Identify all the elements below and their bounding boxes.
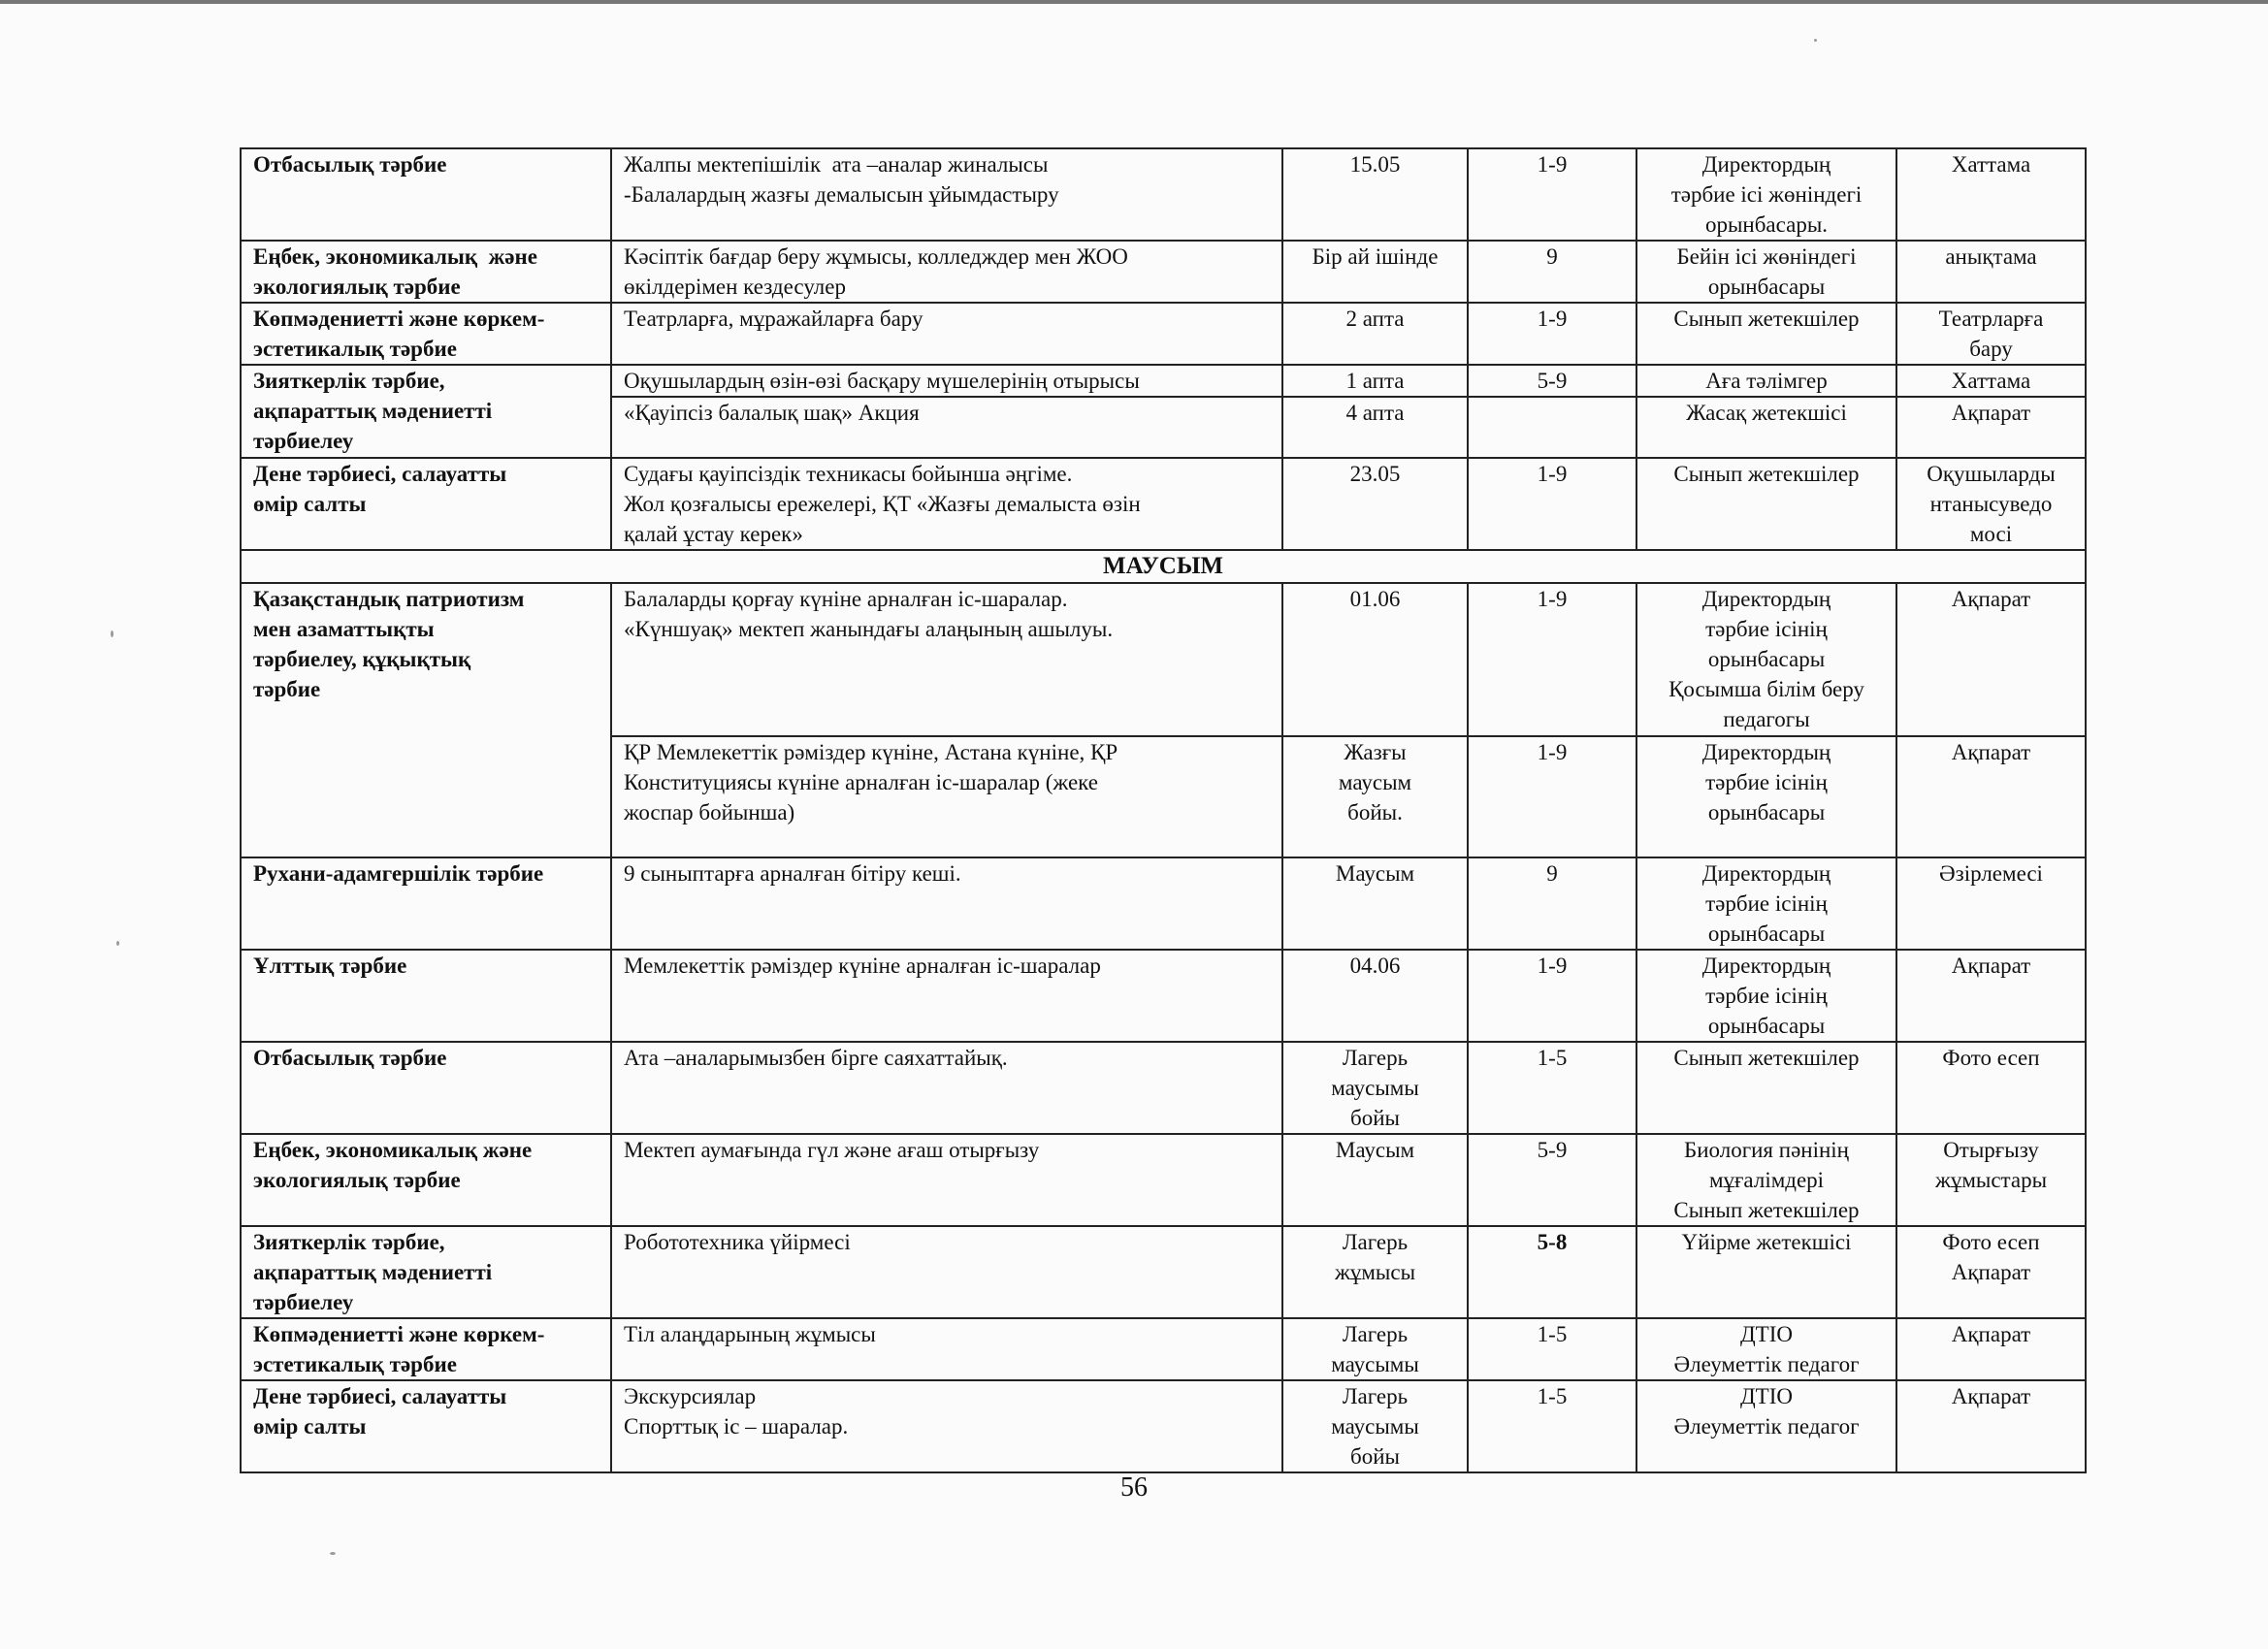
- cell-line: Лагерь: [1342, 1384, 1409, 1408]
- cell-line: Хаттама: [1951, 369, 2031, 393]
- cell-line: Экскурсиялар: [624, 1384, 757, 1408]
- result-cell: [1896, 583, 2086, 736]
- responsible-cell: [1636, 1134, 1896, 1226]
- cell-line: 1-9: [1537, 954, 1568, 978]
- date-cell: [1282, 857, 1468, 950]
- date-cell: [1282, 583, 1468, 736]
- event-cell: [611, 365, 1282, 397]
- grade-cell: [1468, 583, 1636, 736]
- cell-line: 1-5: [1537, 1322, 1568, 1346]
- cell-line: экологиялық тәрбие: [253, 1168, 461, 1192]
- event-cell: [611, 1318, 1282, 1380]
- cell-line: 4 апта: [1345, 401, 1405, 425]
- cell-line: Қосымша білім беру: [1669, 677, 1864, 701]
- cell-line: ҚР Мемлекеттік рәміздер күніне, Астана күніне, ҚР: [624, 740, 1118, 764]
- cell-line: 1-5: [1537, 1384, 1568, 1408]
- event-cell: [611, 241, 1282, 303]
- cell-line: бойы: [1350, 1106, 1400, 1130]
- cell-line: Жол қозғалысы ережелері, ҚТ «Жазғы демалыста өзін: [624, 492, 1141, 516]
- result-cell: [1896, 241, 2086, 303]
- event-cell: [611, 148, 1282, 241]
- cell-line: Директордың: [1701, 740, 1831, 764]
- cell-line: Директордың: [1701, 861, 1831, 886]
- direction-cell: [241, 365, 611, 458]
- cell-line: тәрбие ісінің: [1705, 891, 1828, 916]
- direction-cell: [241, 1318, 611, 1380]
- event-cell: [611, 458, 1282, 550]
- education-plan-table: [240, 147, 2087, 1473]
- cell-line: Қазақстандық патриотизм: [253, 587, 525, 611]
- cell-line: 15.05: [1349, 152, 1401, 177]
- cell-line: Жалпы мектепішілік ата –аналар жиналысы: [624, 152, 1049, 177]
- date-cell: [1282, 148, 1468, 241]
- result-cell: [1896, 148, 2086, 241]
- cell-line: педагогы: [1723, 707, 1810, 731]
- table-row: [241, 1318, 2086, 1380]
- result-cell: [1896, 397, 2086, 458]
- responsible-cell: [1636, 458, 1896, 550]
- event-cell: [611, 857, 1282, 950]
- grade-cell: [1468, 397, 1636, 458]
- cell-line: бойы.: [1347, 800, 1403, 824]
- cell-line: маусымы: [1331, 1076, 1419, 1100]
- cell-line: Сынып жетекшілер: [1673, 1198, 1860, 1222]
- event-cell: [611, 950, 1282, 1042]
- cell-line: Судағы қауіпсіздік техникасы бойынша әңгіме.: [624, 462, 1073, 486]
- cell-line: тәрбиелеу: [253, 1290, 354, 1314]
- cell-line: Ақпарат: [1951, 401, 2031, 425]
- date-cell: [1282, 1318, 1468, 1380]
- grade-cell: [1468, 241, 1636, 303]
- cell-line: орынбасары: [1707, 800, 1826, 824]
- cell-line: Отбасылық тәрбие: [253, 152, 447, 177]
- grade-cell: [1468, 1380, 1636, 1472]
- event-cell: [611, 1042, 1282, 1134]
- result-cell: [1896, 857, 2086, 950]
- cell-line: Биология пәнінің: [1684, 1138, 1849, 1162]
- cell-line: орынбасары: [1707, 1014, 1826, 1038]
- cell-line: экологиялық тәрбие: [253, 275, 461, 299]
- cell-line: Директордың: [1701, 152, 1831, 177]
- cell-line: Бір ай ішінде: [1312, 244, 1439, 269]
- cell-line: тәрбие: [253, 677, 321, 701]
- direction-cell: [241, 1380, 611, 1472]
- grade-cell: [1468, 1042, 1636, 1134]
- table-row: [241, 1380, 2086, 1472]
- cell-line: Ақпарат: [1951, 1322, 2031, 1346]
- date-cell: [1282, 1134, 1468, 1226]
- cell-line: Дене тәрбиесі, салауатты: [253, 1384, 507, 1408]
- cell-line: Бейін ісі жөніндегі: [1676, 244, 1857, 269]
- cell-line: Ақпарат: [1951, 954, 2031, 978]
- cell-line: Көпмәдениетті және көркем-: [253, 307, 545, 331]
- cell-line: 9 сыныптарға арналған бітіру кеші.: [624, 861, 961, 886]
- cell-line: Конституциясы күніне арналған іс-шаралар (жеке: [624, 770, 1098, 794]
- cell-line: маусымы: [1331, 1352, 1419, 1376]
- cell-line: Ата –аналарымызбен бірге саяхаттайық.: [624, 1046, 1008, 1070]
- responsible-cell: [1636, 365, 1896, 397]
- event-cell: [611, 1380, 1282, 1472]
- grade-cell: [1468, 736, 1636, 857]
- result-cell: [1896, 1042, 2086, 1134]
- grade-cell: [1468, 303, 1636, 365]
- table-row: [241, 1042, 2086, 1134]
- direction-cell: [241, 303, 611, 365]
- cell-line: 5-9: [1537, 1138, 1568, 1162]
- direction-cell: [241, 950, 611, 1042]
- responsible-cell: [1636, 1042, 1896, 1134]
- responsible-cell: [1636, 1226, 1896, 1318]
- cell-line: ДТІО: [1739, 1384, 1793, 1408]
- responsible-cell: [1636, 950, 1896, 1042]
- cell-line: Үйірме жетекшісі: [1681, 1230, 1852, 1254]
- cell-line: Тіл алаңдарының жұмысы: [624, 1322, 876, 1346]
- table-row: [241, 303, 2086, 365]
- cell-line: тәрбиелеу: [253, 429, 354, 453]
- scan-speck: [330, 1552, 336, 1555]
- cell-line: Мектеп аумағында гүл және ағаш отырғызу: [624, 1138, 1040, 1162]
- cell-line: Рухани-адамгершілік тәрбие: [253, 861, 544, 886]
- cell-line: 5-8: [1537, 1230, 1568, 1254]
- event-cell: [611, 397, 1282, 458]
- cell-line: 1-9: [1537, 587, 1568, 611]
- date-cell: [1282, 950, 1468, 1042]
- cell-line: 04.06: [1349, 954, 1401, 978]
- cell-line: Маусым: [1335, 1138, 1415, 1162]
- direction-cell: [241, 583, 611, 857]
- cell-line: Көпмәдениетті және көркем-: [253, 1322, 545, 1346]
- cell-line: 01.06: [1349, 587, 1401, 611]
- cell-line: 2 апта: [1345, 307, 1405, 331]
- cell-line: Спорттық іс – шаралар.: [624, 1414, 849, 1439]
- table-row: [241, 857, 2086, 950]
- cell-line: Әлеуметтік педагог: [1673, 1414, 1860, 1439]
- cell-line: жұмыстары: [1934, 1168, 2048, 1192]
- cell-line: маусым: [1338, 770, 1412, 794]
- table-row: [241, 550, 2086, 583]
- cell-line: Мемлекеттік рәміздер күніне арналған іс-шаралар: [624, 954, 1101, 978]
- cell-line: Әлеуметтік педагог: [1673, 1352, 1860, 1376]
- cell-line: жұмысы: [1334, 1260, 1416, 1284]
- scan-speck: [116, 941, 119, 946]
- cell-line: жоспар бойынша): [624, 800, 795, 824]
- grade-cell: [1468, 1134, 1636, 1226]
- cell-line: Аға тәлімгер: [1705, 369, 1828, 393]
- cell-line: өмір салты: [253, 1414, 367, 1439]
- cell-line: 9: [1546, 244, 1558, 269]
- grade-cell: [1468, 1226, 1636, 1318]
- cell-line: мосі: [1969, 522, 2013, 546]
- cell-line: Лагерь: [1342, 1322, 1409, 1346]
- table-row: [241, 458, 2086, 550]
- cell-line: Лагерь: [1342, 1046, 1409, 1070]
- cell-line: Оқушыларды: [1927, 462, 2056, 486]
- cell-line: «Қауіпсіз балалық шақ» Акция: [624, 401, 920, 425]
- result-cell: [1896, 1226, 2086, 1318]
- cell-line: тәрбие ісінің: [1705, 984, 1828, 1008]
- cell-line: Театрларға, мұражайларға бару: [624, 307, 923, 331]
- grade-cell: [1468, 1318, 1636, 1380]
- direction-cell: [241, 241, 611, 303]
- cell-line: нтанысуведо: [1929, 492, 2053, 516]
- table-row: [241, 950, 2086, 1042]
- responsible-cell: [1636, 583, 1896, 736]
- result-cell: [1896, 303, 2086, 365]
- result-cell: [1896, 365, 2086, 397]
- table-row: [241, 241, 2086, 303]
- date-cell: [1282, 303, 1468, 365]
- cell-line: орынбасары: [1707, 647, 1826, 671]
- cell-line: Ұлттық тәрбие: [253, 954, 407, 978]
- cell-line: Лагерь: [1342, 1230, 1409, 1254]
- cell-line: Фото есеп: [1942, 1046, 2040, 1070]
- page-top-edge: [0, 0, 2268, 4]
- cell-line: Отырғызу: [1943, 1138, 2039, 1162]
- result-cell: [1896, 1380, 2086, 1472]
- cell-line: 9: [1546, 861, 1558, 886]
- cell-line: Ақпарат: [1951, 1384, 2031, 1408]
- date-cell: [1282, 1042, 1468, 1134]
- cell-line: қалай ұстау керек»: [624, 522, 803, 546]
- cell-line: ақпараттық мәдениетті: [253, 399, 493, 423]
- cell-line: Еңбек, экономикалық және: [253, 244, 537, 269]
- result-cell: [1896, 458, 2086, 550]
- responsible-cell: [1636, 1318, 1896, 1380]
- direction-cell: [241, 148, 611, 241]
- grade-cell: [1468, 458, 1636, 550]
- cell-line: Ақпарат: [1951, 1260, 2031, 1284]
- cell-line: Сынып жетекшілер: [1673, 462, 1860, 486]
- grade-cell: [1468, 365, 1636, 397]
- event-cell: [611, 583, 1282, 736]
- cell-line: орынбасары.: [1704, 212, 1829, 237]
- cell-line: Робототехника үйірмесі: [624, 1230, 851, 1254]
- table-row: [241, 1134, 2086, 1226]
- cell-line: Балаларды қорғау күніне арналған іс-шаралар.: [624, 587, 1068, 611]
- cell-line: «Күншуақ» мектеп жанындағы алаңының ашылуы.: [624, 617, 1114, 641]
- cell-line: бару: [1969, 337, 2013, 361]
- cell-line: орынбасары: [1707, 275, 1826, 299]
- cell-line: тәрбие ісінің: [1705, 770, 1828, 794]
- responsible-cell: [1636, 303, 1896, 365]
- cell-line: тәрбие ісінің: [1705, 617, 1828, 641]
- cell-line: Дене тәрбиесі, салауатты: [253, 462, 507, 486]
- cell-line: тәрбие ісі жөніндегі: [1670, 182, 1863, 207]
- cell-line: 23.05: [1349, 462, 1401, 486]
- cell-line: Ақпарат: [1951, 740, 2031, 764]
- cell-line: мұғалімдері: [1708, 1168, 1825, 1192]
- cell-line: ДТІО: [1739, 1322, 1793, 1346]
- result-cell: [1896, 1318, 2086, 1380]
- page-number: 56: [1120, 1472, 1148, 1503]
- grade-cell: [1468, 857, 1636, 950]
- cell-line: Отбасылық тәрбие: [253, 1046, 447, 1070]
- cell-line: -Балалардың жазғы демалысын ұйымдастыру: [624, 182, 1059, 207]
- cell-line: эстетикалық тәрбие: [253, 1352, 457, 1376]
- cell-line: 5-9: [1537, 369, 1568, 393]
- result-cell: [1896, 1134, 2086, 1226]
- cell-line: Директордың: [1701, 587, 1831, 611]
- cell-line: мен азаматтықты: [253, 617, 435, 641]
- responsible-cell: [1636, 397, 1896, 458]
- table-row: [241, 1226, 2086, 1318]
- date-cell: [1282, 1226, 1468, 1318]
- direction-cell: [241, 458, 611, 550]
- cell-line: Театрларға: [1938, 307, 2044, 331]
- direction-cell: [241, 857, 611, 950]
- cell-line: тәрбиелеу, құқықтық: [253, 647, 471, 671]
- date-cell: [1282, 365, 1468, 397]
- cell-line: Кәсіптік бағдар беру жұмысы, колледждер мен ЖОО: [624, 244, 1128, 269]
- month-header: МАУСЫМ: [241, 550, 2086, 583]
- cell-line: Еңбек, экономикалық және: [253, 1138, 533, 1162]
- cell-line: Ақпарат: [1951, 587, 2031, 611]
- event-cell: [611, 736, 1282, 857]
- cell-line: Директордың: [1701, 954, 1831, 978]
- cell-line: өкілдерімен кездесулер: [624, 275, 846, 299]
- direction-cell: [241, 1042, 611, 1134]
- cell-line: Жасақ жетекшісі: [1686, 401, 1847, 425]
- cell-line: Фото есеп: [1942, 1230, 2040, 1254]
- result-cell: [1896, 950, 2086, 1042]
- responsible-cell: [1636, 736, 1896, 857]
- cell-line: 1-5: [1537, 1046, 1568, 1070]
- cell-line: маусымы: [1331, 1414, 1419, 1439]
- cell-line: ақпараттық мәдениетті: [253, 1260, 493, 1284]
- cell-line: 1 апта: [1345, 369, 1405, 393]
- event-cell: [611, 1134, 1282, 1226]
- table-row: [241, 583, 2086, 736]
- cell-line: 1-9: [1537, 307, 1568, 331]
- date-cell: [1282, 1380, 1468, 1472]
- date-cell: [1282, 736, 1468, 857]
- cell-line: Сынып жетекшілер: [1673, 1046, 1860, 1070]
- date-cell: [1282, 241, 1468, 303]
- responsible-cell: [1636, 148, 1896, 241]
- cell-line: Әзірлемесі: [1939, 861, 2043, 886]
- responsible-cell: [1636, 857, 1896, 950]
- cell-line: бойы: [1350, 1444, 1400, 1469]
- scan-speck: [1814, 39, 1817, 42]
- cell-line: Зияткерлік тәрбие,: [253, 369, 445, 393]
- scan-speck: [111, 630, 113, 637]
- cell-line: анықтама: [1945, 244, 2037, 269]
- event-cell: [611, 303, 1282, 365]
- responsible-cell: [1636, 1380, 1896, 1472]
- cell-line: орынбасары: [1707, 922, 1826, 946]
- date-cell: [1282, 458, 1468, 550]
- cell-line: 1-9: [1537, 152, 1568, 177]
- cell-line: Жазғы: [1344, 740, 1407, 764]
- responsible-cell: [1636, 241, 1896, 303]
- table-row: [241, 148, 2086, 241]
- cell-line: Хаттама: [1951, 152, 2031, 177]
- event-cell: [611, 1226, 1282, 1318]
- grade-cell: [1468, 148, 1636, 241]
- date-cell: [1282, 397, 1468, 458]
- cell-line: Сынып жетекшілер: [1673, 307, 1860, 331]
- cell-line: эстетикалық тәрбие: [253, 337, 457, 361]
- grade-cell: [1468, 950, 1636, 1042]
- result-cell: [1896, 736, 2086, 857]
- cell-line: Оқушылардың өзін-өзі басқару мүшелерінің отырысы: [624, 369, 1140, 393]
- cell-line: 1-9: [1537, 462, 1568, 486]
- direction-cell: [241, 1226, 611, 1318]
- cell-line: өмір салты: [253, 492, 367, 516]
- cell-line: 1-9: [1537, 740, 1568, 764]
- direction-cell: [241, 1134, 611, 1226]
- cell-line: Зияткерлік тәрбие,: [253, 1230, 445, 1254]
- cell-line: Маусым: [1335, 861, 1415, 886]
- table-row: [241, 365, 2086, 397]
